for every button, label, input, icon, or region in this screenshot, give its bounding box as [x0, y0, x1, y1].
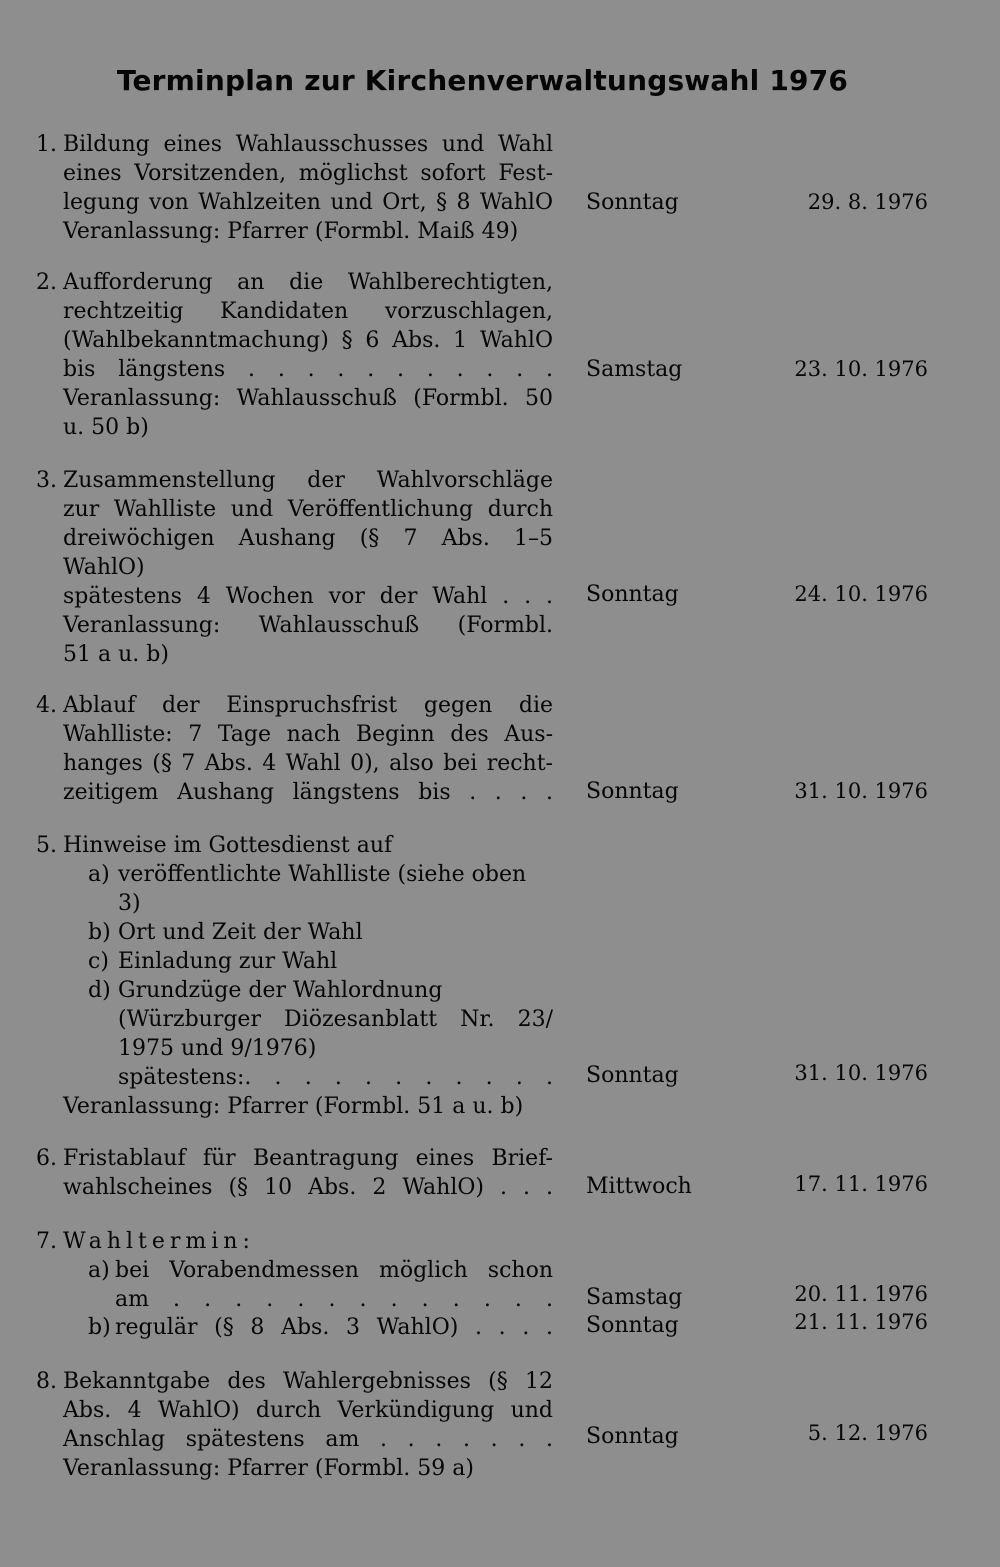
subitem-text-line: am . . . . . . . . . . . . .	[115, 1287, 553, 1312]
item-weekday: Sonntag	[586, 779, 679, 804]
item-number: 5.	[36, 833, 57, 858]
item-number: 7.	[36, 1229, 57, 1254]
item-text-line: eines Vorsitzenden, möglichst sofort Fest-	[63, 161, 553, 186]
subitem-text-line: Grundzüge der Wahlordnung	[118, 978, 443, 1003]
subitem-text-line: regulär (§ 8 Abs. 3 WahlO) . . . .	[115, 1315, 553, 1340]
item-weekday: Sonntag	[586, 582, 679, 607]
item-text-line: legung von Wahlzeiten und Ort, § 8 WahlO	[63, 190, 553, 215]
item-text-line: zur Wahlliste und Veröffentlichung durch	[63, 497, 553, 522]
item-text-line: Veranlassung: Wahlausschuß (Formbl.	[63, 613, 553, 638]
subitem-label: a)	[88, 1258, 110, 1283]
item-weekday: Samstag	[586, 357, 683, 382]
item-text-line: (Wahlbekanntmachung) § 6 Abs. 1 WahlO	[63, 328, 553, 353]
item-text-line: u. 50 b)	[63, 415, 149, 440]
subitem-date: 20. 11. 1976	[794, 1282, 928, 1306]
item-text-line: WahlO)	[63, 555, 145, 580]
item-date: 5. 12. 1976	[807, 1421, 928, 1445]
subitem-text-line: 3)	[118, 891, 141, 916]
item-text-line: hanges (§ 7 Abs. 4 Wahl 0), also bei recht-	[63, 751, 553, 776]
item-text-line: bis längstens . . . . . . . . . . .	[63, 357, 553, 382]
item-text-line: Zusammenstellung der Wahlvorschläge	[63, 468, 553, 493]
item-text-line: Veranlassung: Wahlausschuß (Formbl. 50	[63, 386, 553, 411]
item-text-line: Wahlliste: 7 Tage nach Beginn des Aus-	[63, 722, 553, 747]
subitem-text-line: spätestens:. . . . . . . . . . .	[118, 1065, 553, 1090]
item-text-line: 51 a u. b)	[63, 642, 169, 667]
item-date: 31. 10. 1976	[794, 779, 928, 803]
item-text-line: zeitigem Aushang längstens bis . . . .	[63, 780, 553, 805]
subitem-weekday: Samstag	[586, 1285, 683, 1310]
item-date: 23. 10. 1976	[794, 357, 928, 381]
item-text-line: rechtzeitig Kandidaten vorzuschlagen,	[63, 299, 553, 324]
subitem-text-line: 1975 und 9/1976)	[118, 1036, 317, 1061]
item-number: 2.	[36, 270, 57, 295]
item-date: 29. 8. 1976	[807, 190, 928, 214]
item-intro: Hinweise im Gottesdienst auf	[63, 833, 393, 858]
item-number: 8.	[36, 1369, 57, 1394]
subitem-label: c)	[88, 949, 109, 974]
item-weekday: Sonntag	[586, 1063, 679, 1088]
item-date: 31. 10. 1976	[794, 1061, 928, 1085]
subitem-label: b)	[88, 920, 111, 945]
item-weekday: Mittwoch	[586, 1174, 692, 1199]
item-number: 3.	[36, 468, 57, 493]
item-number: 1.	[36, 132, 57, 157]
item-text-line: Veranlassung: Pfarrer (Formbl. Maiß 49)	[63, 219, 519, 244]
item-text-line: Veranlassung: Pfarrer (Formbl. 59 a)	[63, 1456, 474, 1481]
item-text-line: spätestens 4 Wochen vor der Wahl . . .	[63, 584, 553, 609]
item-text-line: Bekanntgabe des Wahlergebnisses (§ 12	[63, 1369, 553, 1394]
item-text-line: Anschlag spätestens am . . . . . . .	[63, 1427, 553, 1452]
item-number: 6.	[36, 1146, 57, 1171]
item-intro: Wahltermin:	[63, 1229, 255, 1254]
subitem-date: 21. 11. 1976	[794, 1310, 928, 1334]
item-text-line: Fristablauf für Beantragung eines Brief-	[63, 1146, 553, 1171]
subitem-text-line: Einladung zur Wahl	[118, 949, 338, 974]
item-text-line: Aufforderung an die Wahlberechtigten,	[63, 270, 553, 295]
item-number: 4.	[36, 693, 57, 718]
item-date: 24. 10. 1976	[794, 582, 928, 606]
subitem-text-line: veröffentlichte Wahlliste (siehe oben	[118, 862, 527, 887]
subitem-label: d)	[88, 978, 111, 1003]
item-weekday: Sonntag	[586, 190, 679, 215]
item-text-line: Bildung eines Wahlausschusses und Wahl	[63, 132, 553, 157]
item-note: Veranlassung: Pfarrer (Formbl. 51 a u. b)	[63, 1094, 524, 1119]
subitem-label: b)	[88, 1315, 111, 1340]
subitem-weekday: Sonntag	[586, 1313, 679, 1338]
subitem-text-line: bei Vorabendmessen möglich schon	[115, 1258, 553, 1283]
item-weekday: Sonntag	[586, 1424, 679, 1449]
item-text-line: dreiwöchigen Aushang (§ 7 Abs. 1–5	[63, 526, 553, 551]
subitem-text-line: (Würzburger Diözesanblatt Nr. 23/	[118, 1007, 553, 1032]
subitem-text-line: Ort und Zeit der Wahl	[118, 920, 363, 945]
item-text-line: Abs. 4 WahlO) durch Verkündigung und	[63, 1398, 553, 1423]
item-text-line: wahlscheines (§ 10 Abs. 2 WahlO) . . .	[63, 1175, 553, 1200]
item-date: 17. 11. 1976	[794, 1172, 928, 1196]
document-title: Terminplan zur Kirchenverwaltungswahl 1976	[116, 64, 849, 97]
subitem-label: a)	[88, 862, 110, 887]
item-text-line: Ablauf der Einspruchsfrist gegen die	[63, 693, 553, 718]
